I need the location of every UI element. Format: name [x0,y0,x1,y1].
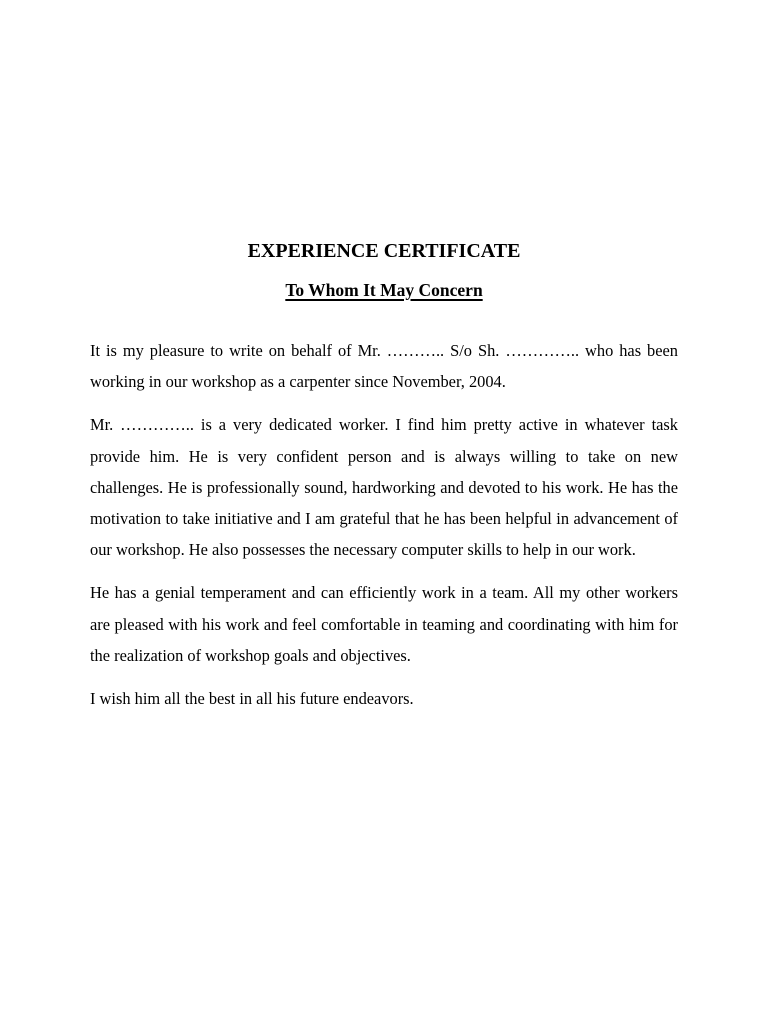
letter-body [90,335,678,714]
paragraph-teamwork: He has a genial temperament and can efficiently work in a team. All my other workers are pleased with his work and feel comfortable in teaming and coordinating with him for the realization of workshop goals and objectives. [90,583,678,665]
subtitle-text: To Whom It May Concern [285,280,483,300]
paragraph-closing: I wish him all the best in all his future endeavors. [90,689,414,709]
document-subtitle [0,278,768,302]
document-title: EXPERIENCE CERTIFICATE [247,240,521,262]
paragraph-intro: It is my pleasure to write on behalf of Mr. ……….. S/o Sh. ………….. who has been working in our workshop as a carpenter since November, 2004. [90,341,678,392]
paragraph-qualities: Mr. ………….. is a very dedicated worker. I find him pretty active in whatever task provide him. He is very confident person and is always willing to take on new challenges. He is professionally sound, hardworking and devoted to his work. He has the motivation to take initiative and I am grateful that he has been helpful in advancement of our workshop. He also possesses the necessary computer skills to help in our work. [90,415,678,560]
